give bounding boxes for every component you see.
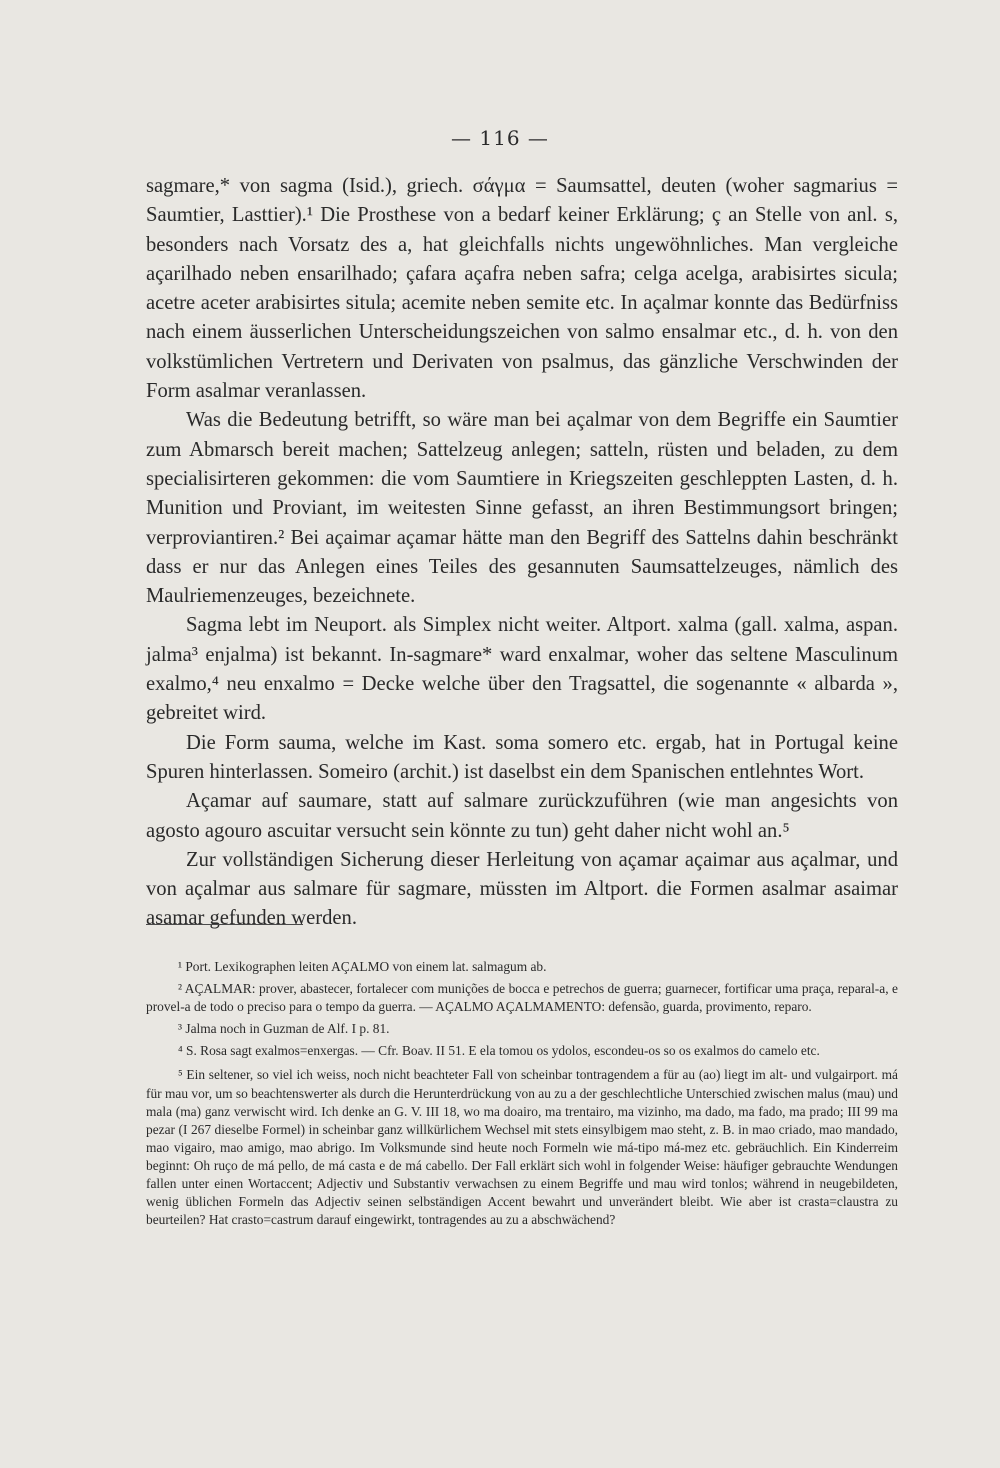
footnote-4: ⁴ S. Rosa sagt exalmos=enxergas. — Cfr. Boav. II 51. E ela tomou os ydolos, escondeu-os so os exalmos do camelo etc. <box>178 1043 820 1059</box>
paragraph-6: Zur vollständigen Sicherung dieser Herleitung von açamar açaimar aus açalmar, und von açalmar aus salmare für sagmare, müssten im Altport. die Formen asalmar asaimar asamar gefunden werden. <box>146 848 898 930</box>
paragraph-2: Was die Bedeutung betrifft, so wäre man bei açalmar von dem Begriffe ein Saumtier zum Abmarsch bereit machen; Sattelzeug anlegen; satteln, rüsten und beladen, zu dem specialisirteren gekommen: die vom Saumtiere in Kriegszeiten geschleppten Lasten, d. h. Munition und Proviant, im weitesten Sinne gefasst, an ihren Bestimmungsort bringen; verproviantiren.² Bei açaimar açamar hätte man den Begriff des Sattelns dahin beschränkt dass er nur das Anlegen eines Teiles des gesannuten Saumsattelzeuges, nämlich des Maulriemenzeuges, bezeichnete. <box>146 409 898 608</box>
footnote-3: ³ Jalma noch in Guzman de Alf. I p. 81. <box>178 1021 390 1037</box>
footnote-5: ⁵ Ein seltener, so viel ich weiss, noch nicht beachteter Fall von scheinbar tontragendem a für au (ao) liegt im alt- und vulgairport. má für mau vor, um so beachtenswerter als durch die Herunterdrückung von au zu a der geschlechtliche Unterschied zwischen malus (mau) und mala (ma) ganz verwischt wird. Ich denke an G. V. III 18, wo ma doairo, ma trentairo, ma vizinho, ma dado, ma fado, ma prado; III 99 ma pezar (I 267 dieselbe Formel) in scheinbar ganz willkürlichem Wechsel mit stets einsylbigem mao steht, z. B. in mao criado, mao mandado, mao vigairo, mao amigo, mao abrigo. Im Volksmunde sind heute noch Formeln wie má-tipo má-mez etc. gebräuchlich. Ein Kinderreim beginnt: Oh ruço de má pello, de má casta e de má cabello. Der Fall erklärt sich wohl in folgender Weise: häufiger gebrauchte Wendungen fallen unter einen Wortaccent; Adjectiv und Substantiv verwachsen zu einem Begriffe und mau wird tonlos; während in neugebildeten, wenig üblichen Formeln das Adjectiv seinen selbständigen Accent bewahrt und unverändert bleibt. Wie aber ist crasta=claustra zu beurteilen? Hat crasto=castrum darauf eingewirkt, tontragendes au zu a abschwächend? <box>146 1067 898 1228</box>
main-text <box>146 172 898 934</box>
footnotes <box>146 958 898 1229</box>
footnote-divider <box>146 924 303 925</box>
paragraph-1: sagmare,* von sagma (Isid.), griech. σάγμα = Saumsattel, deuten (woher sagmarius = Saumtier, Lasttier).¹ Die Prosthese von a bedarf keiner Erklärung; ç an Stelle von anl. s, besonders nach Vorsatz des a, hat gleichfalls nichts ungewöhnliches. Man vergleiche açarilhado neben ensarilhado; çafara açafra neben safra; celga acelga, arabisirtes sicula; acetre aceter arabisirtes situla; acemite neben semite etc. In açalmar konnte das Bedürfniss nach einem äusserlichen Unterscheidungszeichen von salmo ensalmar etc., d. h. von den volkstümlichen Vertretern und Derivaten von psalmus, das gänzliche Verschwinden der Form asalmar veranlassen. <box>146 175 898 403</box>
paragraph-5: Açamar auf saumare, statt auf salmare zurückzuführen (wie man angesichts von agosto agouro ascuitar versucht sein könnte zu tun) geht daher nicht wohl an.⁵ <box>146 790 898 842</box>
footnote-1: ¹ Port. Lexikographen leiten AÇALMO von einem lat. salmagum ab. <box>178 959 547 974</box>
page-number: — 116 — <box>451 126 549 150</box>
paragraph-4: Die Form sauma, welche im Kast. soma somero etc. ergab, hat in Portugal keine Spuren hinterlassen. Someiro (archit.) ist daselbst ein dem Spanischen entlehntes Wort. <box>146 731 898 783</box>
paragraph-3: Sagma lebt im Neuport. als Simplex nicht weiter. Altport. xalma (gall. xalma, aspan. jalma³ enjalma) ist bekannt. In-sagmare* ward enxalmar, woher das seltene Masculinum exalmo,⁴ neu enxalmo = Decke welche über den Tragsattel, die sogenannte « albarda », gebreitet wird. <box>146 614 898 725</box>
footnote-2: ² AÇALMAR: prover, abastecer, fortalecer com munições de bocca e petrechos de guerra; guarnecer, fortificar uma praça, reparal-a, e provel-a de todo o preciso para o tempo da guerra. — AÇALMO AÇALMAMENTO: defensão, guarda, provimento, reparo. <box>146 981 898 1015</box>
